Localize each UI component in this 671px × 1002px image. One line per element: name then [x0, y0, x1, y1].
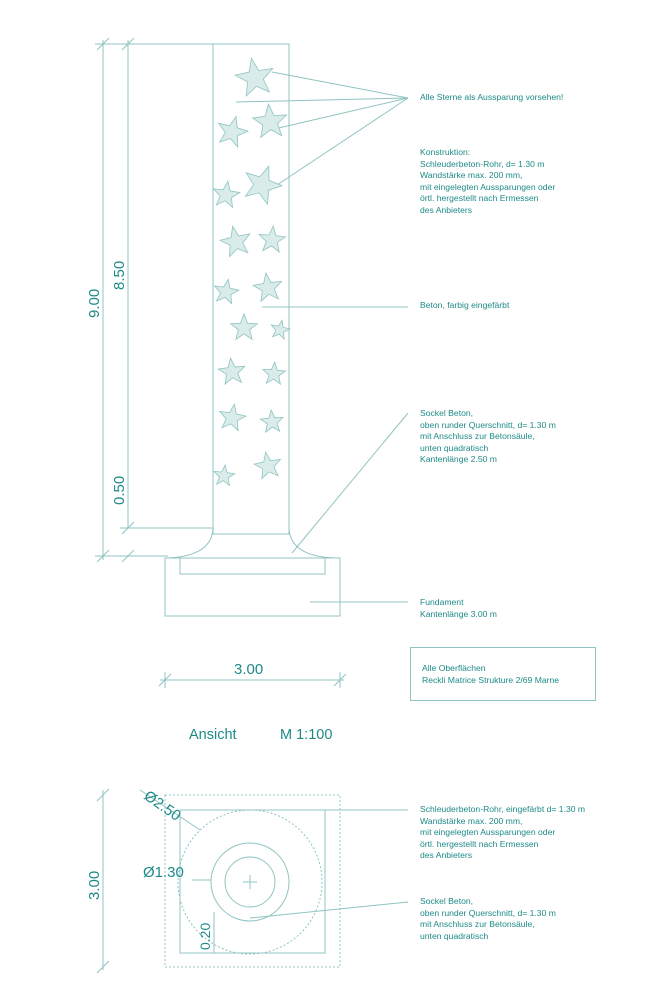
star-icon: [213, 181, 239, 207]
star-icon: [245, 166, 282, 204]
note-plan-tube: [420, 804, 585, 862]
note-plinth: [420, 408, 556, 466]
note-line: Sockel Beton,: [420, 408, 474, 418]
leader-stars: [262, 98, 408, 195]
note-line: unten quadratisch: [420, 442, 489, 453]
note-line: Alle Sterne als Aussparung vorsehen!: [420, 92, 564, 102]
note-surfaces: [411, 648, 595, 686]
note-line: mit Anschluss zur Betonsäule,: [420, 919, 535, 929]
star-icon: [253, 104, 287, 137]
note-line: mit eingelegten Aussparungen oder: [420, 827, 556, 837]
note-line: des Anbieters: [420, 204, 473, 215]
star-icon: [231, 314, 258, 339]
plan-outer-square: [165, 795, 340, 967]
star-cutouts: [213, 58, 290, 485]
dim-label-width: 3.00: [234, 661, 264, 678]
note-foundation: [420, 597, 497, 620]
note-line: örtl. hergestellt nach Ermessen: [420, 838, 539, 849]
star-icon: [218, 358, 245, 384]
star-icon: [214, 465, 235, 485]
star-icon: [271, 320, 290, 339]
note-line: Reckli Matrice Strukture 2/69 Marne: [422, 674, 560, 685]
star-icon: [219, 117, 248, 147]
star-icon: [259, 226, 286, 252]
note-line: mit Anschluss zur Betonsäule,: [420, 431, 535, 441]
note-line: Konstruktion:: [420, 147, 471, 157]
note-construction: [420, 147, 555, 216]
star-icon: [220, 226, 250, 256]
foundation-block: [165, 558, 340, 616]
star-icon: [254, 452, 280, 478]
star-icon: [215, 279, 239, 304]
note-line: unten quadratisch: [420, 930, 489, 941]
note-line: oben runder Querschnitt, d= 1.30 m: [420, 907, 556, 918]
star-icon: [260, 410, 283, 432]
note-line: Fundament: [420, 597, 464, 607]
view-title: Ansicht: [189, 727, 237, 743]
note-line: oben runder Querschnitt, d= 1.30 m: [420, 419, 556, 430]
note-concrete: [420, 300, 509, 312]
note-line: Kantenlänge 2.50 m: [420, 454, 497, 464]
star-icon: [220, 404, 246, 430]
scale-label: M 1:100: [280, 727, 333, 743]
plan-view: [97, 789, 408, 973]
plan-dim-label-outer: Ø2.50: [140, 787, 184, 825]
note-line: Kantenlänge 3.00 m: [420, 608, 497, 619]
note-line: des Anbieters: [420, 850, 473, 860]
note-line: Wandstärke max. 200 mm,: [420, 815, 523, 826]
leader-stars: [270, 98, 408, 130]
note-line: mit eingelegten Aussparungen oder: [420, 181, 556, 192]
note-line: Wandstärke max. 200 mm,: [420, 170, 523, 180]
dim-label-plinth: 0.50: [111, 475, 128, 505]
leader-stars: [272, 72, 408, 98]
note-line: Schleuderbeton-Rohr, eingefärbt d= 1.30 m: [420, 804, 586, 814]
elevation-view: [95, 38, 408, 688]
plan-dim-label-wall: 0.20: [197, 922, 213, 950]
star-icon: [253, 273, 281, 301]
note-line: Schleuderbeton-Rohr, d= 1.30 m: [420, 158, 545, 169]
note-plan-plinth: [420, 896, 556, 942]
note-line: Sockel Beton,: [420, 896, 474, 906]
plinth-base: [180, 558, 325, 574]
note-line: Beton, farbig eingefärbt: [420, 300, 510, 310]
star-icon: [235, 58, 273, 96]
leader-stars: [236, 98, 408, 102]
dim-label-total: 9.00: [86, 288, 103, 318]
leader-plinth: [292, 413, 408, 553]
star-icon: [263, 362, 286, 384]
plan-dim-label-width: 3.00: [86, 870, 103, 900]
dim-label-shaft: 8.50: [111, 260, 128, 290]
surface-note-box: [410, 647, 596, 701]
note-line: Alle Oberflächen: [422, 663, 486, 673]
plan-dim-label-inner: Ø1.30: [143, 864, 184, 881]
note-line: örtl. hergestellt nach Ermessen: [420, 193, 539, 203]
leader-plan-plinth: [250, 902, 408, 918]
note-stars: [420, 92, 563, 104]
